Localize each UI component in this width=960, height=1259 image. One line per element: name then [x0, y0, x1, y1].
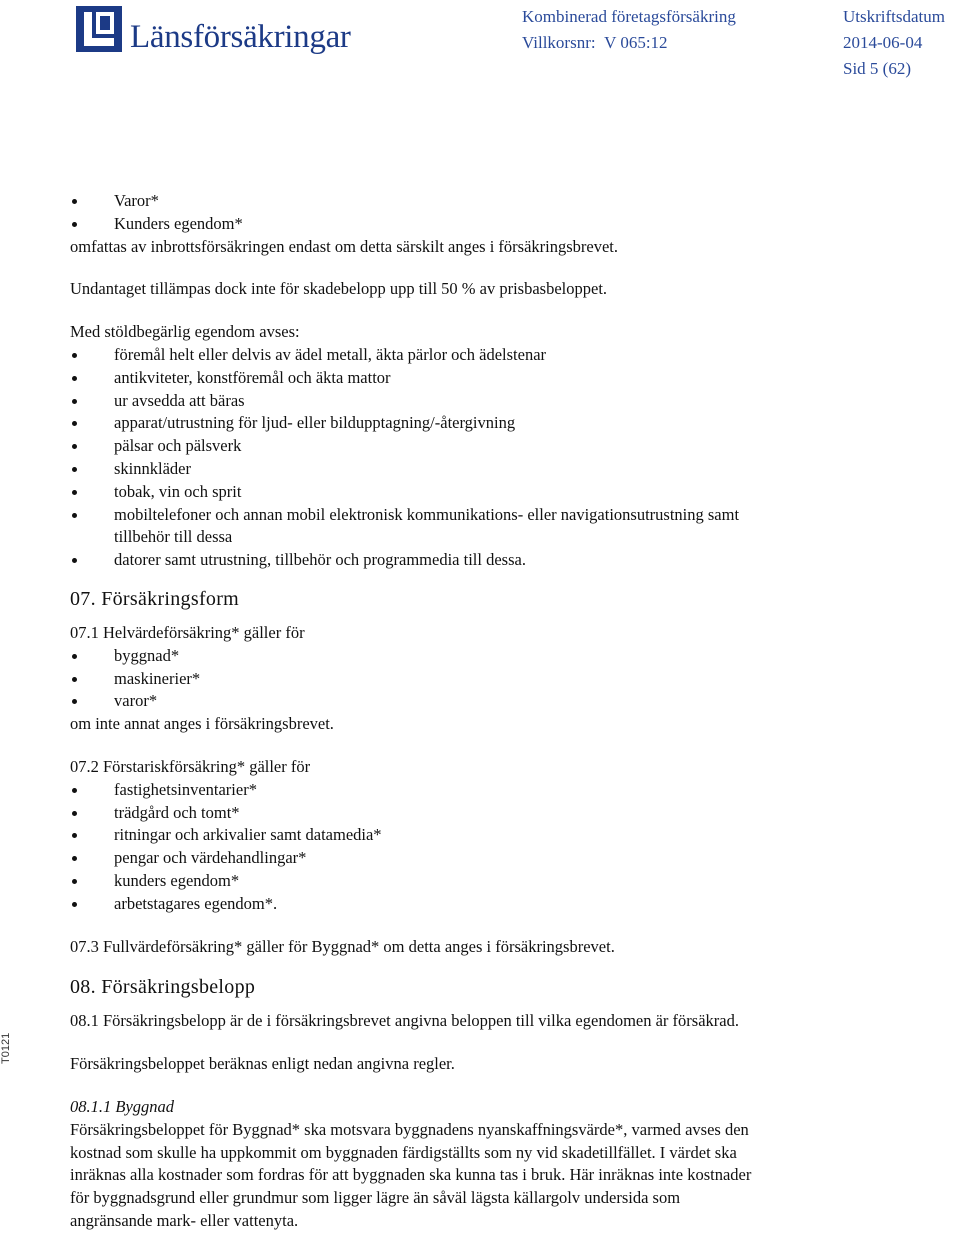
list-item: trädgård och tomt* [70, 802, 890, 825]
list-item: ritningar och arkivalier samt datamedia* [70, 824, 890, 847]
section-07-3: 07.3 Fullvärdeförsäkring* gäller för Byggnad* om detta anges i försäkringsbrevet. [70, 936, 615, 956]
section-07-2 [70, 756, 890, 916]
list-item: antikviteter, konstföremål och äkta mattor [70, 367, 890, 390]
list-item: fastighetsinventarier* [70, 779, 890, 802]
side-code: T0121 [0, 1032, 12, 1064]
paragraph-line: för byggnadsgrund eller grundmur som ligger lägre än såväl lägsta källargolv undersida som [70, 1188, 681, 1208]
list-item: kunders egendom* [70, 870, 890, 893]
list-item: byggnad* [70, 645, 890, 668]
theft-block [70, 321, 890, 572]
theft-intro: Med stöldbegärlig egendom avses: [70, 322, 300, 342]
company-logo [76, 6, 351, 55]
list-item: föremål helt eller delvis av ädel metall, äkta pärlor och ädelstenar [70, 344, 890, 367]
paragraph-line: kostnad som skulle ha uppkommit om byggnaden färdigställts som ny vid skadetillfället. I värdet ska [70, 1142, 737, 1162]
block1-after: omfattas av inbrottsförsäkringen endast om detta särskilt anges i försäkringsbrevet. [70, 236, 619, 256]
list-item: pengar och värdehandlingar* [70, 847, 890, 870]
section-07-heading: 07. Försäkringsform [70, 587, 240, 610]
list-item: skinnkläder [70, 458, 890, 481]
section-07-2-title: 07.2 Förstariskförsäkring* gäller för [70, 756, 311, 776]
list-item: ur avsedda att bäras [70, 390, 890, 413]
terms-label: Villkorsnr: [522, 33, 596, 52]
list-item: tobak, vin och sprit [70, 481, 890, 504]
terms-line [522, 30, 736, 56]
list-item: Kunders egendom* [70, 213, 890, 236]
section-08-calc: Försäkringsbeloppet beräknas enligt nedan angivna regler. [70, 1054, 455, 1074]
section-08-1: 08.1 Försäkringsbelopp är de i försäkringsbrevet angivna beloppen till vilka egendomen är försäkrad. [70, 1011, 739, 1031]
paragraph-line: Försäkringsbeloppet för Byggnad* ska motsvara byggnadens nyanskaffningsvärde*, varmed avses den [70, 1119, 749, 1139]
list-item-continuation: tillbehör till dessa [114, 527, 233, 547]
section-08-1-1 [70, 1096, 890, 1233]
list-item [70, 504, 890, 550]
section-08-heading: 08. Försäkringsbelopp [70, 976, 256, 999]
list-item: datorer samt utrustning, tillbehör och programmedia till dessa. [70, 549, 890, 572]
paragraph-line: inräknas alla kostnader som fordras för att byggnaden ska kunna tas i bruk. Här inräknas inte kostnader [70, 1165, 752, 1185]
paragraph-line: angränsande mark- eller vattenyta. [70, 1210, 299, 1230]
block1 [70, 190, 890, 258]
list-item: arbetstagares egendom*. [70, 893, 890, 916]
section-07-1 [70, 622, 890, 736]
list-item-text: mobiltelefoner och annan mobil elektronisk kommunikations- eller navigationsutrustning samt [114, 504, 740, 524]
doc-type: Kombinerad företagsförsäkring [522, 7, 736, 26]
exception-text: Undantaget tillämpas dock inte för skadebelopp upp till 50 % av prisbasbeloppet. [70, 279, 608, 299]
header-doc-info [522, 4, 736, 56]
list-item: pälsar och pälsverk [70, 435, 890, 458]
list-item: apparat/utrustning för ljud- eller bildupptagning/-återgivning [70, 412, 890, 435]
terms-number: V 065:12 [604, 33, 668, 52]
section-08-1-1-title: 08.1.1 Byggnad [70, 1096, 175, 1116]
logo-text: Länsförsäkringar [130, 19, 351, 55]
document-body [70, 190, 890, 1233]
logo-mark-icon [76, 6, 122, 52]
print-date: 2014-06-04 [843, 33, 923, 52]
header-print-info [843, 4, 945, 82]
list-item: varor* [70, 690, 890, 713]
section-07-1-title: 07.1 Helvärdeförsäkring* gäller för [70, 622, 305, 642]
list-item: Varor* [70, 190, 890, 213]
print-date-label: Utskriftsdatum [843, 7, 945, 26]
list-item: maskinerier* [70, 668, 890, 691]
section-07-1-after: om inte annat anges i försäkringsbrevet. [70, 714, 334, 734]
page-number: Sid 5 (62) [843, 59, 911, 78]
